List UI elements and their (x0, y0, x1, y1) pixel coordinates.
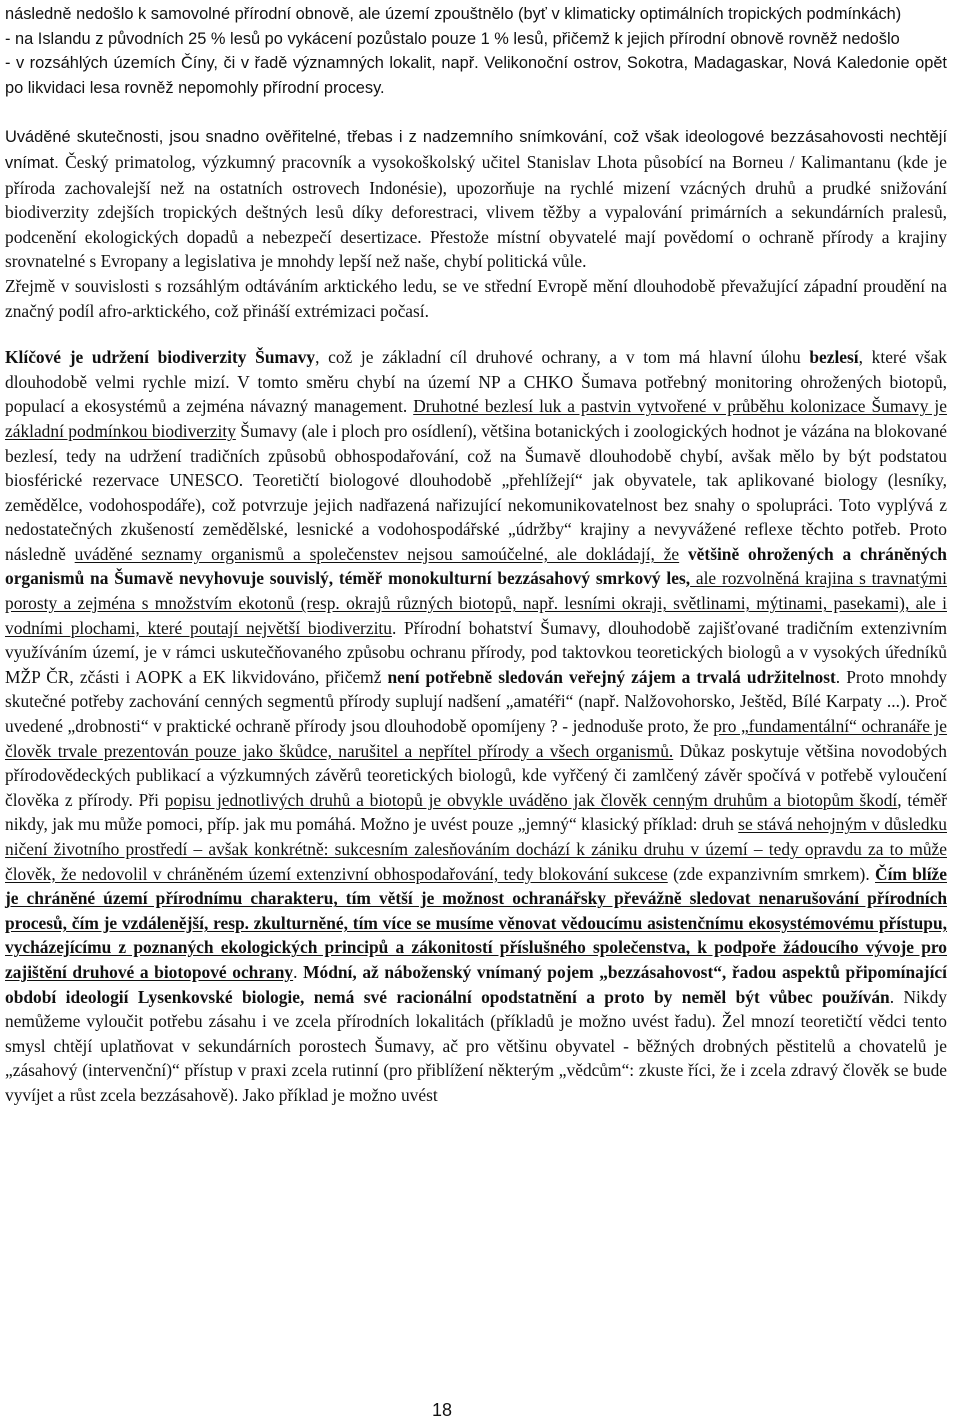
text-run (679, 544, 688, 564)
page-number: 18 (431, 1400, 453, 1420)
text-run: Český primatolog, výzkumný pracovník a vysokoškolský učitel Stanislav Lhota působící na Borneu / Kalimantanu (kde je příroda zachovalejší než na ostatních ostrovech Indonésie), upozorňuje na rychlé mizení vzácných druhů a prudké snižování biodiverzity zdejších tropických deštných lesů díky deforestraci, vlivem těžby a vypalování primárních a sekundárních pralesů, podcenění ekologických dopadů a nebezpečí desertizace. Přestože místní obyvatelé mají povědomí o ochraně přírody a krajiny srovnatelné s Evropany a legislativa je mnohdy lepší než naše, chybí politická vůle. (5, 151, 947, 272)
text-run: Důkaz poskytuje většina novodobých přírodovědeckých publikací a výzkumných závěrů teoretických biologů, kde vyřčený či zamlčený závěr spočívá v potřebě vyloučení člověka z přírody. Při (5, 740, 947, 810)
document-page (5, 0, 947, 1108)
text-run: , které však dlouhodobě velmi rychle mizí. V tomto směru chybí na území NP a CHKO Šumava potřebný monitoring ohrožených biotopů, populací a ekosystémů a zejména návazný management. (5, 347, 947, 417)
paragraph-gap (5, 323, 947, 345)
underlined-text: Druhotné bezlesí luk a pastvin vytvořené v průběhu kolonizace Šumavy je základní podmínkou biodiverzity (5, 396, 947, 441)
paragraph-gap (5, 100, 947, 124)
paragraph-facts (5, 124, 947, 323)
underlined-text: se stává nehojným v důsledku ničení životního prostředí – avšak konkrétně: sukcesním zalesňováním dochází k zániku druhu v území – tedy opravdu za to může člověk, že nedovolil v chráněném území extenzivní obhospodařování, tedy blokování sukcese (5, 814, 947, 884)
paragraph-deforestation-examples (5, 0, 947, 100)
paragraph-biodiversity (5, 345, 947, 1107)
underlined-text: uváděné seznamy organismů a společenstev nejsou samoúčelné, ale dokládají, že (74, 543, 680, 564)
text-run: Šumavy (ale i ploch pro osídlení), většina botanických i zoologických hodnot je vázána na blokované bezlesí, tedy na udržení tradičních způsobů obhospodařování, což na Šumavě dlouhodobě chybí, avšak mělo by být podstatou biosférické rezervace UNESCO. Teoretičtí biologové dlouhodobě „přehlížejí“ jak obyvatele, tak aplikované biology (lesníky, zemědělce, vodohospodáře), což potvrzuje jejich nadřazená nařizující nekomunikovatelnost bez snahy o spolupráci. Toto vyplývá z nedostatečných zkušeností zemědělské, lesnické a vodohospodářské „údržby“ krajiny a nevyvážené reflexe těchto potřeb. Proto následně (5, 420, 947, 564)
text-line: - na Islandu z původních 25 % lesů po vykácení pozůstalo pouze 1 % lesů, přičemž k jejich přírodní obnově rovněž nedošlo (5, 29, 900, 48)
bold-text: bezlesí (809, 347, 859, 368)
text-run: Uváděné skutečnosti, jsou snadno ověřitelné, třebas i z nadzemního snímkování, což však ideologové bezzásahovosti nechtějí vnímat. (5, 128, 947, 172)
text-run: , téměř nikdy, jak mu může pomoci, příp. jak mu pomáhá. Možno je uvést pouze „jemný“ klasický příklad: druh (5, 789, 947, 835)
text-run: . Nikdy nemůžeme vyloučit potřebu zásahu i ve zcela přírodních lokalitách (příkladů je možno uvést řadu). Žel mnozí teoretičtí vědci tento smysl chtějí uplatňovat v sekundárních porostech Šumavy, ač pro většinu obyvatel - běžných drobných pěstitelů a chovatelů je „zásahový (intervenční)“ přístup v praxi zcela rutinní (pro přiblížení některým „vědcům“: zkuste říci, že i zcela zdravý člověk se bude vyvíjet a růst zcela bezzásahově). Jako příklad je možno uvést (5, 986, 947, 1105)
bold-text: většině ohrožených a chráněných organismů na Šumavě nevyhovuje souvislý, téměř monokulturní bezzásahový smrkový les, (5, 543, 947, 589)
text-line: následně nedošlo k samovolné přírodní obnově, ale území zpouštnělo (byť v klimaticky optimálních tropických podmínkách) (5, 5, 902, 23)
text-run: (zde expanzivním smrkem). (667, 863, 876, 884)
text-run: Zřejmě v souvislosti s rozsáhlým odtáváním arktického ledu, se ve střední Evropě mění dlouhodobě převažující západní proudění na značný podíl afro-arktického, což přináší extrémizaci počasí. (5, 275, 947, 321)
text-line: - v rozsáhlých územích Číny, či v řadě významných lokalit, např. Velikonoční ostrov, Sokotra, Madagaskar, Nová Kaledonie opět po likvidaci lesa rovněž nepomohly přírodní procesy. (5, 54, 947, 97)
underlined-text: pro „fundamentální“ ochranáře je člověk trvale prezentován pouze jako škůdce, narušitel a nepřítel přírody a všech organismů. (5, 716, 948, 761)
text-run: . (293, 961, 304, 982)
text-run: . Přírodní bohatství Šumavy, dlouhodobě zajišťované tradičním extenzivním využíváním území, je v rámci uskutečňovaného způsobu ochranu přírody, pod taktovkou teoretických biologů a v vysokých úředníků MŽP ČR, zčásti i AOPK a EK likvidováno, přičemž (5, 617, 948, 687)
underlined-text: popisu jednotlivých druhů a biotopů je obvykle uváděno jak člověk cenným druhům a biotopům škodí (164, 789, 898, 810)
bold-text: není potřebně sledován veřejný zájem a trvalá udržitelnost (387, 666, 836, 687)
text-run: , což je základní cíl druhové ochrany, a v tom má hlavní úlohu (315, 347, 810, 368)
bold-text: Čím blíže je chráněné území přírodnímu charakteru, tím větší je možnost ochranářsky převážně sledovat nenarušování přírodních procesů, čím je vzdálenější, resp. zkulturněné, tím více se musíme věnovat vědoucímu asistenčnímu ekosystémovému přístupu, vycházejícímu z poznaných ekologických principů a zákonitostí příslušného společenstva, k podpoře žádoucího vývoje pro zajištění druhové a biotopové ochrany (5, 863, 947, 982)
bold-text: Klíčové je udržení biodiverzity Šumavy (5, 347, 316, 368)
underlined-text: ale rozvolněná krajina s travnatými porosty a zejména s množstvím ekotonů (resp. okrajů různých biotopů, např. lesními okraji, světlinami, mýtinami, pasekami), ale i vodními plochami, které poutají největší biodiverzitu (5, 568, 947, 638)
bold-text: Módní, až náboženský vnímaný pojem „bezzásahovost“, řadou aspektů připomínající období ideologií Lysenkovské biologie, nemá své racionální opodstatnění a proto by neměl být vůbec používán (5, 961, 947, 1007)
text-run: . Proto mnohdy skutečné potřeby zachování cenných segmentů přírody suplují nadšení „amatéři“ (např. Nalžovohorsko, Ještěd, Bílé Karpaty ...). Proč uvedené „drobnosti“ v praktické ochraně přírody jsou dlouhodobě opomíjeny ? - jednoduše proto, že (5, 666, 947, 737)
